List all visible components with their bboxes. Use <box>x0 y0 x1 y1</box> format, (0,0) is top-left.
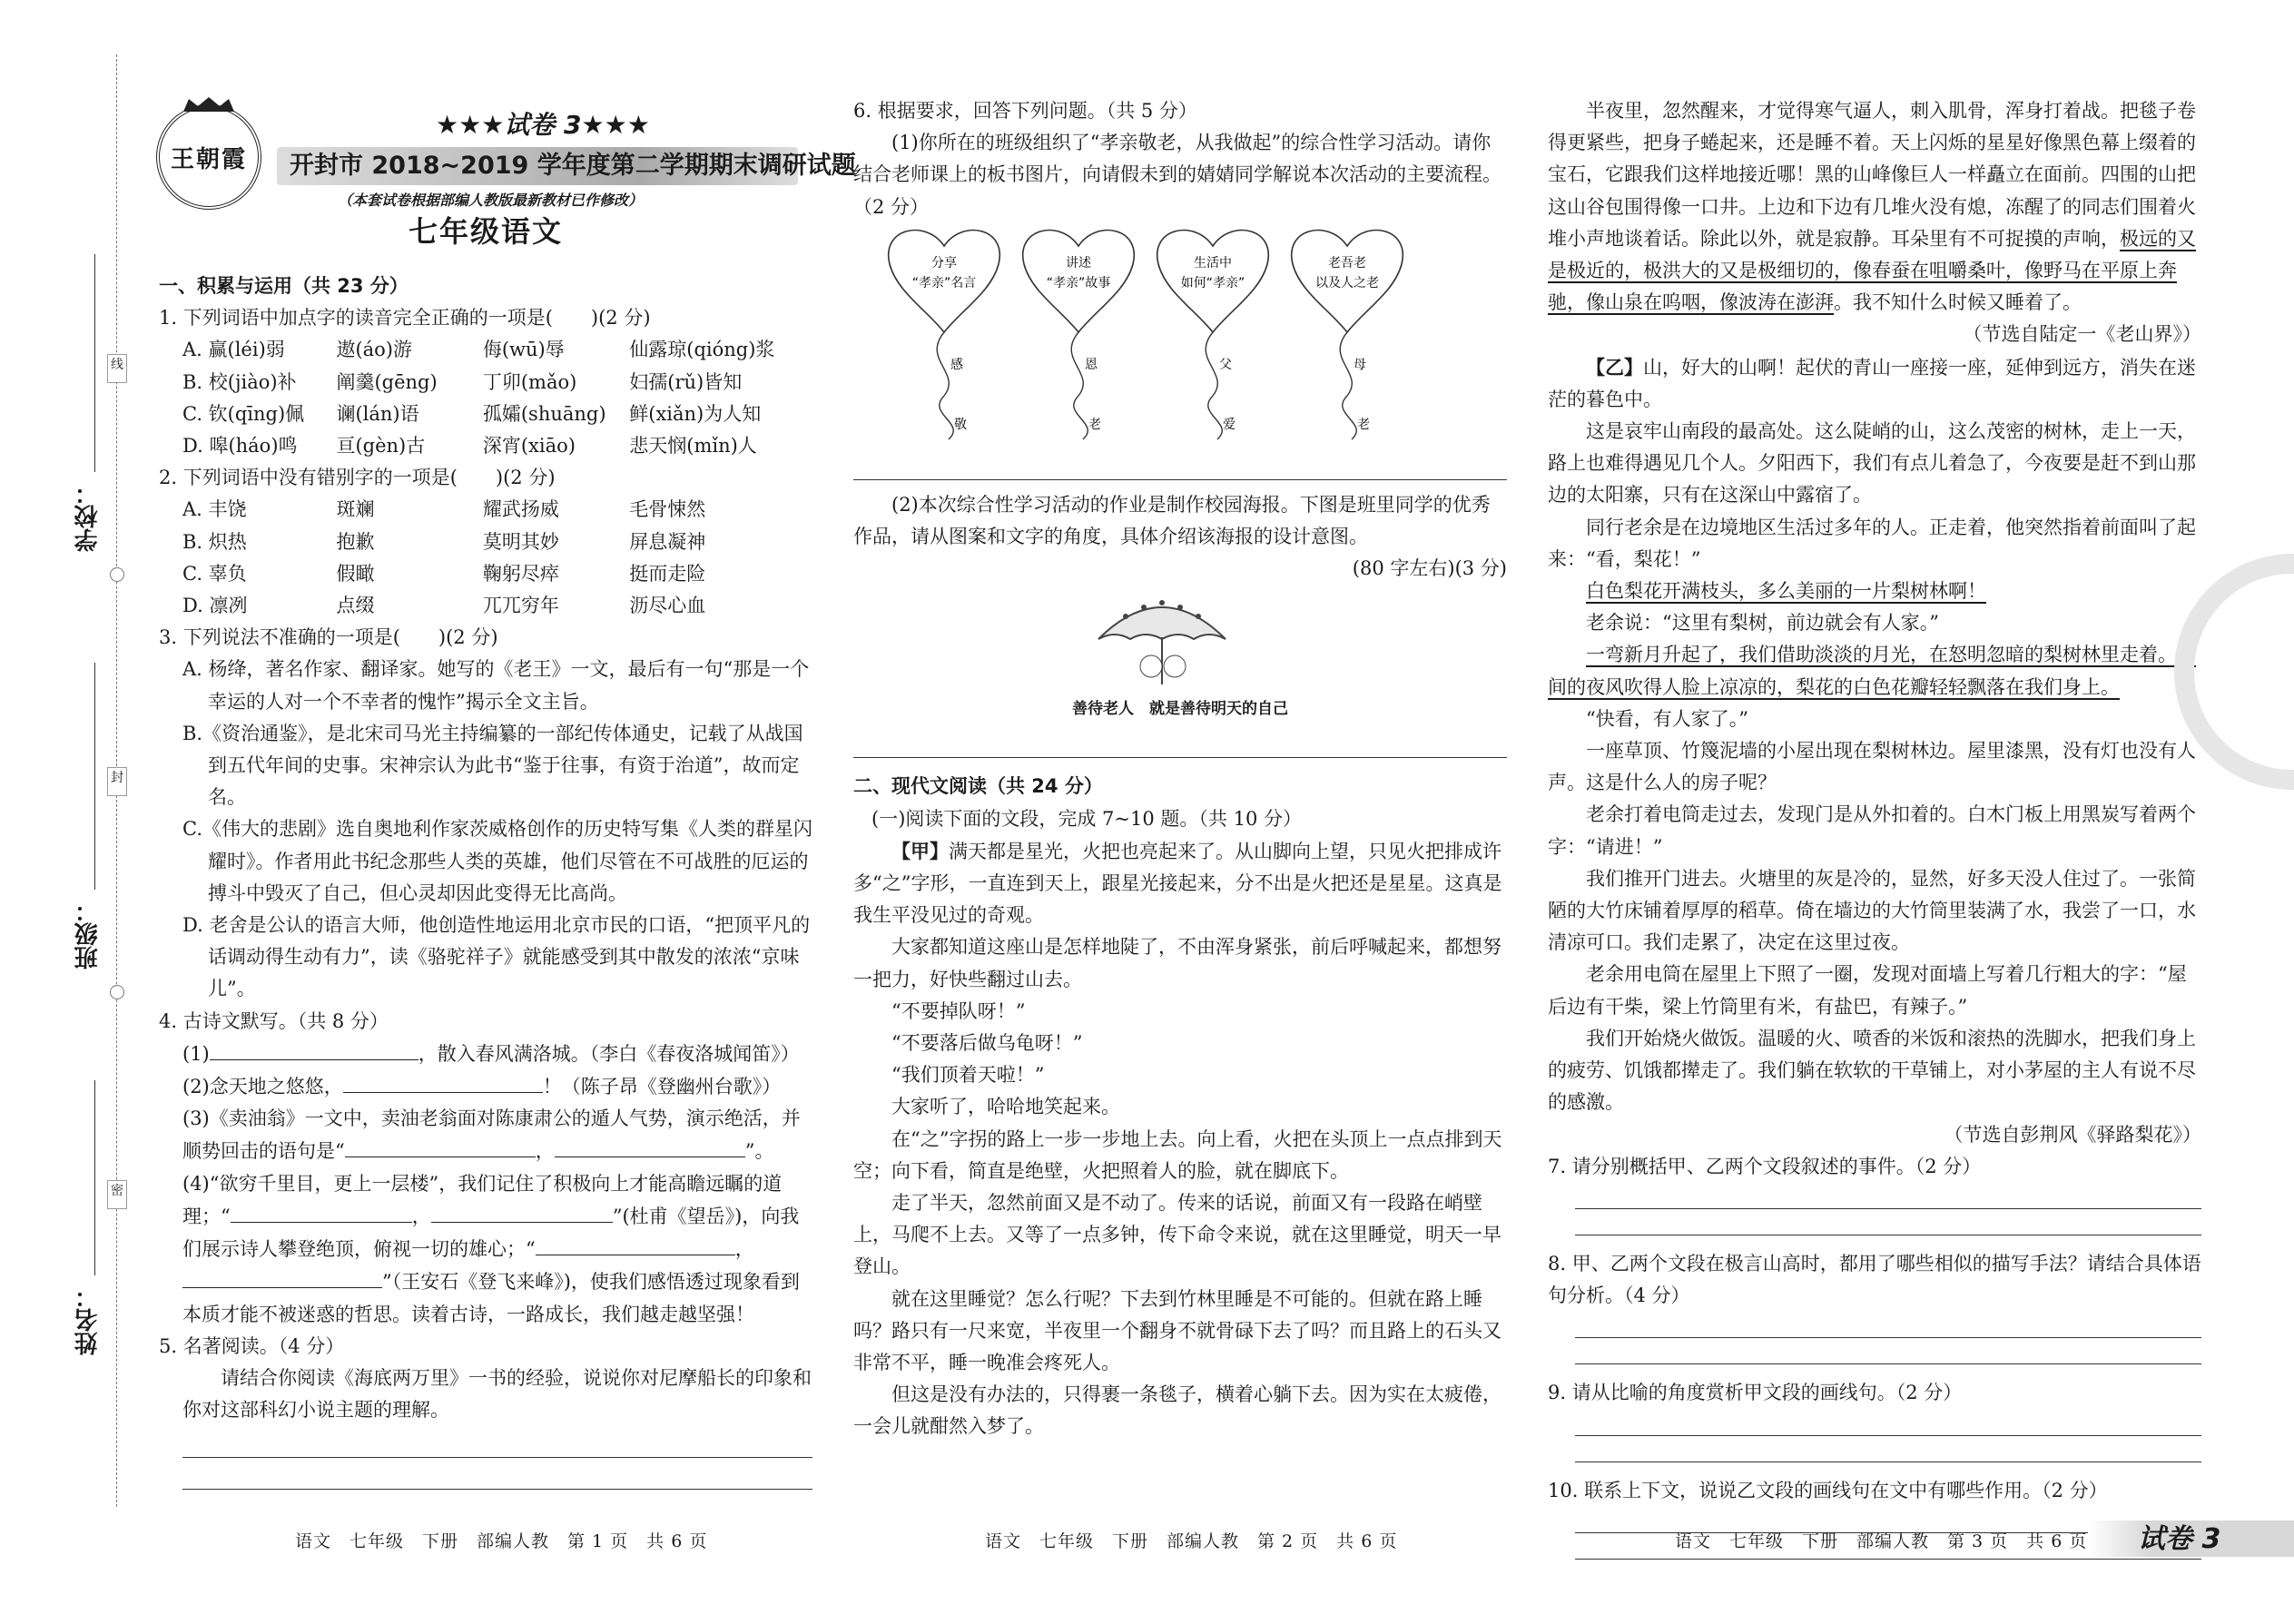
heart-node <box>1023 230 1135 438</box>
heart-label: 讲述 <box>1066 255 1091 271</box>
section-2-heading: 二、现代文阅读（共 24 分） <box>853 775 1103 798</box>
heart-string-char: 老 <box>1088 417 1101 432</box>
option-row[interactable]: D. 凛冽 点缀 兀兀穷年 沥尽心血 <box>182 595 706 617</box>
passage-yi-p11: 老余用电筒在屋里上下照了一圈，发现对面墙上写着几行粗大的字：“屋后边有干柴，梁上竹筒里有米，有盐巴，有辣子。” <box>1548 963 2187 1018</box>
option-row[interactable]: C. 辜负 假瞰 鞠躬尽瘁 挺而走险 <box>182 562 706 585</box>
blackboard-hearts <box>871 223 1525 441</box>
passage-jia-source: （节选自陆定一《老山界》） <box>1963 323 2201 346</box>
brand-logo-text: 王朝霞 <box>170 145 247 173</box>
answer-blank[interactable] <box>555 1135 745 1157</box>
page-footer-1: 语文 七年级 下册 部编人教 第 1 页 共 6 页 <box>295 1531 708 1551</box>
answer-blank[interactable] <box>210 1038 418 1060</box>
question-4: 4. 古诗文默写。（共 8 分） <box>159 1009 389 1032</box>
passage-yi-p5: 老余说：“这里有梨树，前边就会有人家。” <box>1586 612 1939 635</box>
heart-string-char: 老 <box>1357 417 1370 432</box>
heart-string <box>1206 332 1222 439</box>
answer-line[interactable] <box>1575 1436 2201 1462</box>
question-9: 9. 请从比喻的角度赏析甲文段的画线句。（2 分） <box>1548 1382 1963 1404</box>
poster-image <box>853 585 1507 721</box>
question-2-options <box>159 494 812 622</box>
question-7: 7. 请分别概括甲、乙两个文段叙述的事件。（2 分） <box>1548 1155 1982 1177</box>
passage-yi-p4: 白色梨花开满枝头，多么美丽的一片梨树林啊！ <box>1586 580 1986 603</box>
reading-1-intro: (一)阅读下面的文段，完成 7~10 题。（共 10 分） <box>871 807 1302 830</box>
question-4-4: (4)“欲穷千里目，更上一层楼”，我们记住了积极向上才能高瞻远瞩的道理；“ ， ”(杜甫《望岳》)，向我们展示诗人攀登绝顶，俯视一切的雄心；“ ，”（王安石《登飞来峰》)，使我们感悟透过现象看到本质才能不被迷惑的哲思。读着古诗，一路成长，我们越走越坚强！ <box>182 1172 800 1325</box>
passage-yi-p9: 老余打着电筒走过去，发现门是从外扣着的。白木门板上用黑炭写着两个字：“请进！” <box>1548 803 2196 858</box>
passage-yi-p3: 同行老余是在边境地区生活过多年的人。正走着，他突然指着前面叫了起来：“看，梨花！” <box>1548 516 2196 570</box>
heart-node <box>889 230 1000 438</box>
heart-string-char: 恩 <box>1085 357 1098 372</box>
page-footer-2: 语文 七年级 下册 部编人教 第 2 页 共 6 页 <box>985 1531 1398 1551</box>
question-6: 6. 根据要求，回答下列问题。（共 5 分） <box>853 100 1197 122</box>
answer-line[interactable] <box>182 1458 812 1490</box>
question-2: 2. 下列词语中没有错别字的一项是( )(2 分) <box>159 467 556 489</box>
question-3-option-c[interactable]: C.《伟大的悲剧》选自奥地利作家茨威格创作的历史特写集《人类的群星闪耀时》。作者用此书纪念那些人类的英雄，他们尽管在不可战胜的厄运的搏斗中毁灭了自己，但心灵却因此变得无比高尚。 <box>182 818 812 904</box>
class-label: 班级： <box>74 899 102 969</box>
passage-jia-p1: 【甲】满天都是星光，火把也亮起来了。从山脚向上望，只见火把排成许多“之”字形，一直连到天上，跟星光接起来，分不出是火把还是星星。这真是我生平没见过的奇观。 <box>853 839 1502 927</box>
question-3-option-b[interactable]: B.《资治通鉴》，是北宋司马光主持编纂的一部纪传体通史，记载了从战国到五代年间的史事。宋神宗认为此书“鉴于往事，有资于治道”，故而定名。 <box>182 722 803 809</box>
option-row[interactable]: A. 丰饶 斑斓 耀武扬威 毛骨悚然 <box>182 498 706 521</box>
name-label: 姓名： <box>74 1284 102 1355</box>
passage-jia-p3: “不要掉队呀！” <box>891 999 1026 1022</box>
binding-hole-1 <box>110 567 124 582</box>
column-1 <box>159 271 812 1490</box>
heart-label: “孝亲”故事 <box>1046 275 1111 290</box>
passage-yi-source: （节选自彭荆风《驿路梨花》） <box>1944 1123 2201 1146</box>
answer-blank[interactable] <box>182 1265 382 1288</box>
heart-label: “孝亲”名言 <box>911 275 977 290</box>
answer-line[interactable] <box>1575 1410 2201 1436</box>
passage-yi-p8: 一座草顶、竹篾泥墙的小屋出现在梨树林边。屋里漆黑，没有灯也没有人声。这是什么人的房子呢？ <box>1548 740 2196 794</box>
question-4-3: (3)《卖油翁》一文中，卖油老翁面对陈康肃公的遁人气势，演示绝活，并顺势回击的语句是“ ， ”。 <box>182 1107 801 1163</box>
passage-jia-p9: 就在这里睡觉？怎么行呢？下去到竹林里睡是不可能的。但就在路上睡吗？路只有一尺来宽，半夜里一个翻身不就骨碌下去了吗？而且路上的石头又非常不平，睡一晚准会疼死人。 <box>853 1287 1501 1374</box>
passage-yi-p10: 我们推开门进去。火塘里的灰是冷的，显然，好多天没人住过了。一张简陋的大竹床铺着厚厚的稻草。倚在墙边的大竹筒里装满了水，我尝了一口，水清凉可口。我们走累了，决定在这里过夜。 <box>1548 867 2196 954</box>
passage-jia-p10: 但这是没有办法的，只得裹一条毯子，横着心躺下去。因为实在太疲倦，一会儿就酣然入梦了。 <box>853 1383 1501 1438</box>
heart-string <box>937 332 953 439</box>
binding-mark-3: 密 <box>107 1180 127 1209</box>
heart-label: 如何“孝亲” <box>1180 275 1245 290</box>
answer-line[interactable] <box>182 1426 812 1458</box>
passage-yi-p1: 【乙】山，好大的山啊！起伏的青山一座接一座，延伸到远方，消失在迷茫的暮色中。 <box>1548 355 2196 410</box>
answer-line[interactable] <box>1575 1338 2201 1364</box>
heart-label: 分享 <box>931 255 957 271</box>
heart-string-char: 爱 <box>1223 417 1236 432</box>
option-row[interactable]: C. 钦(qīng)佩 谰(lán)语 孤孀(shuāng) 鲜(xiǎn)为人知 <box>182 402 762 425</box>
question-6-2-score: (80 字左右)(3 分) <box>1352 557 1507 580</box>
answer-line[interactable] <box>1575 1209 2201 1235</box>
passage-jia-p7: 在“之”字拐的路上一步一步地上去。向上看，火把在头顶上一点点排到天空；向下看，简直是绝壁，火把照着人的脸，就在脚底下。 <box>853 1127 1502 1182</box>
exam-note: （本套试卷根据部编人教版最新教材已作修改） <box>338 192 644 209</box>
question-8: 8. 甲、乙两个文段在极言山高时，都用了哪些相似的描写手法？请结合具体语句分析。（4 分） <box>1548 1252 2201 1307</box>
heart-node <box>1292 230 1403 438</box>
answer-blank[interactable] <box>345 1135 536 1157</box>
passage-jia-p2: 大家都知道这座山是怎样地陡了，不由浑身紧张，前后呼喊起来，都想努一把力，好快些翻过山去。 <box>853 936 1501 990</box>
question-3-option-a[interactable]: A. 杨绛，著名作家、翻译家。她写的《老王》一文，最后有一句“那是一个幸运的人对一个不幸者的愧怍”揭示全文主旨。 <box>182 658 810 713</box>
option-row[interactable]: B. 炽热 抱歉 莫明其妙 屏息凝神 <box>182 530 706 553</box>
question-10: 10. 联系上下文，说说乙文段的画线句在文中有哪些作用。（2 分） <box>1548 1479 2108 1501</box>
section-1-heading: 一、积累与运用（共 23 分） <box>159 275 409 297</box>
heart-label: 以及人之老 <box>1315 275 1379 290</box>
crown-icon <box>182 95 236 113</box>
answer-line[interactable] <box>1575 1183 2201 1209</box>
passage-jia-p6: 大家听了，哈哈地笑起来。 <box>891 1096 1120 1118</box>
heart-label: 老吾老 <box>1328 255 1366 271</box>
passage-jia-p8: 走了半天，忽然前面又是不动了。传来的话说，前面又有一段路在峭壁上，马爬不上去。又等了一点多钟，传下命令来说，就在这里睡觉，明天一早登山。 <box>853 1192 1501 1278</box>
passage-jia-p5: “我们顶着天啦！” <box>891 1064 1045 1087</box>
heart-string-char: 母 <box>1354 357 1366 372</box>
answer-blank[interactable] <box>536 1233 735 1255</box>
question-6-1: (1)你所在的班级组织了“孝亲敬老，从我做起”的综合性学习活动。请你结合老师课上的板书图片，向请假未到的婧婧同学解说本次活动的主要流程。（2 分） <box>853 132 1501 218</box>
heart-label: 生活中 <box>1194 255 1232 271</box>
answer-blank[interactable] <box>231 1200 412 1223</box>
question-5-text: 请结合你阅读《海底两万里》一书的经验，说说你对尼摩船长的印象和你对这部科幻小说主题的理解。 <box>182 1366 812 1422</box>
class-field[interactable] <box>94 663 95 890</box>
column-3 <box>1548 95 2201 1560</box>
option-row[interactable]: B. 校(jiào)补 阐羹(gēng) 丁卯(mǎo) 妇孺(rǔ)皆知 <box>182 370 743 393</box>
heart-string <box>1340 332 1356 439</box>
umbrella-icon <box>1089 585 1235 694</box>
question-5: 5. 名著阅读。（4 分） <box>159 1334 345 1357</box>
option-row[interactable]: D. 嗥(háo)鸣 亘(gèn)古 深宵(xiāo) 悲天悯(mǐn)人 <box>182 435 757 458</box>
poster-caption: 善待老人 就是善待明天的自己 <box>1072 700 1288 719</box>
paper-number: ★★★试卷 3★★★ <box>436 110 650 140</box>
passage-jia-p4: “不要落后做乌龟呀！” <box>891 1032 1083 1055</box>
binding-hole-2 <box>110 985 124 999</box>
subject-title: 七年级语文 <box>409 214 564 249</box>
binding-mark-2: 封 <box>107 767 127 796</box>
footer-tag: 试卷 3 <box>2138 1523 2221 1555</box>
answer-line[interactable] <box>853 448 1507 480</box>
heart-string-char: 感 <box>950 357 963 372</box>
page-footer-3: 语文 七年级 下册 部编人教 第 3 页 共 6 页 <box>1675 1531 2088 1551</box>
heart-string-char: 敬 <box>954 417 967 432</box>
school-label: 学校： <box>74 481 102 552</box>
passage-yi-p2: 这是哀牢山南段的最高处。这么陡峭的山，这么茂密的树林，走上一天，路上也难得遇见几个人。夕阳西下，我们有点儿着急了，今夜要是赶不到山那边的太阳寨，只有在这深山中露宿了。 <box>1548 420 2196 507</box>
exam-title: 开封市 2018~2019 学年度第二学期期末调研试题 <box>277 147 798 185</box>
heart-string <box>1071 332 1088 439</box>
brand-logo <box>156 104 261 210</box>
school-field[interactable] <box>94 254 95 472</box>
question-3-option-d[interactable]: D. 老舍是公认的语言大师，他创造性地运用北京市民的口语，“把顶平凡的话调动得生动有力”，读《骆驼祥子》就能感受到其中散发的浓浓“京味儿”。 <box>182 914 811 1000</box>
passage-yi-p7: “快看，有人家了。” <box>1586 707 1748 730</box>
question-4-2: (2)念天地之悠悠， ！（陈子昂《登幽州台歌》） <box>159 1070 812 1103</box>
passage-jia-p11: 半夜里，忽然醒来，才觉得寒气逼人，刺入肌骨，浑身打着战。把毯子卷得更紧些，把身子蜷起来，还是睡不着。天上闪烁的星星好像黑色幕上缀着的宝石，它跟我们这样地接近哪！黑的山峰像巨人一样矗立在面前。四围的山把这山谷包围得像一口井。上边和下边有几堆火没有熄，冻醒了的同志们围着火堆小声地谈着话。除此以外，就是寂静。耳朵里有不可捉摸的声响，极远的又是极近的，极洪大的又是极细切的，像春蚕在咀嚼桑叶，像野马在平原上奔驰，像山泉在呜咽，像波涛在澎湃。我不知什么时候又睡着了。 <box>1548 100 2196 314</box>
question-3: 3. 下列说法不准确的一项是( )(2 分) <box>159 626 498 649</box>
question-6-2: (2)本次综合性学习活动的作业是制作校园海报。下图是班里同学的优秀作品，请从图案和文字的角度，具体介绍该海报的设计意图。 <box>853 493 1491 548</box>
name-field[interactable] <box>94 1080 95 1275</box>
answer-blank[interactable] <box>431 1200 613 1223</box>
question-1: 1. 下列词语中加点字的读音完全正确的一项是( )(2 分) <box>159 307 651 330</box>
binding-mark-1: 线 <box>107 354 127 383</box>
passage-yi-p12: 我们开始烧火做饭。温暖的火、喷香的米饭和滚热的洗脚水，把我们身上的疲劳、饥饿都撵走了。我们躺在软软的干草铺上，对小茅屋的主人有说不尽的感激。 <box>1548 1027 2196 1114</box>
question-4-1: (1) ，散入春风满洛城。（李白《春夜洛城闻笛》） <box>159 1038 812 1070</box>
answer-line[interactable] <box>853 726 1507 758</box>
answer-blank[interactable] <box>343 1070 543 1093</box>
option-row[interactable]: A. 赢(léi)弱 遨(áo)游 侮(wū)辱 仙露琼(qióng)浆 <box>182 339 775 361</box>
column-2 <box>853 95 1507 1443</box>
heart-node <box>1157 230 1269 438</box>
heart-string-char: 父 <box>1219 357 1232 372</box>
answer-line[interactable] <box>1575 1312 2201 1338</box>
passage-yi-p6: 一弯新月升起了，我们借助淡淡的月光，在怒明忽暗的梨树林里走着。山间的夜风吹得人脸上凉凉的，梨花的白色花瓣轻轻飘落在我们身上。 <box>1548 644 2196 698</box>
question-1-options <box>159 334 812 462</box>
underlined-sentence: 极远的又是极近的，极洪大的又是极细切的，像春蚕在咀嚼桑叶，像野马在平原上奔驰，像山泉在呜咽，像波涛在澎湃 <box>1548 227 2196 314</box>
